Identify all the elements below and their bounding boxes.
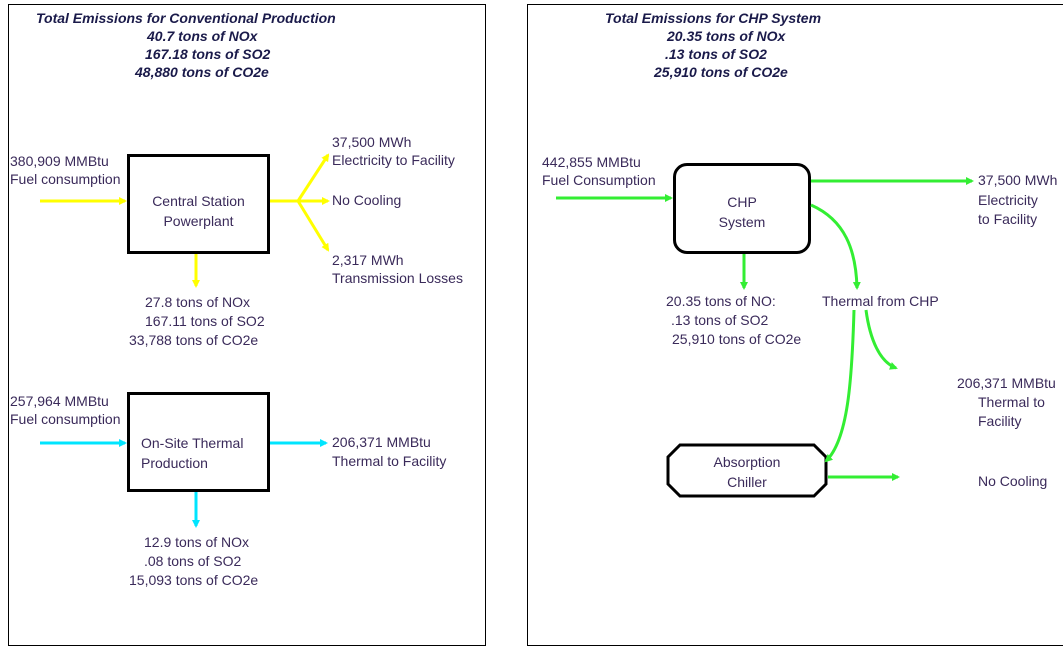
chp-thermal-label: Thermal from CHP [822,293,939,309]
chp-title: Total Emissions for CHP System [605,10,822,26]
chp-nox: 20.35 tons of NO: [666,293,776,309]
onsite-thermal-box [127,392,270,492]
chp-system-box [673,163,811,254]
chiller-line1: Absorption [713,454,781,470]
chp-elec-line3: to Facility [978,211,1038,227]
conventional-total-so2: 167.18 tons of SO2 [145,46,271,62]
chp-elec-amount: 37,500 MWh [978,172,1058,188]
chp-co2: 25,910 tons of CO2e [672,331,802,347]
chp-box-line2: System [718,214,766,230]
chp-total-co2: 25,910 tons of CO2e [654,64,788,80]
central-station-box [127,154,270,254]
conventional-total-nox: 40.7 tons of NOx [147,28,258,44]
chp-thermal-line3: Facility [978,413,1022,429]
central-station-line1: Central Station [152,193,245,209]
power-cooling: No Cooling [332,192,402,208]
chiller-label [666,452,828,492]
onsite-thermal-line2: Production [141,455,208,471]
thermal-out-label: Thermal to Facility [332,453,447,469]
thermal-nox: 12.9 tons of NOx [144,534,250,550]
thermal-so2: .08 tons of SO2 [144,553,242,569]
power-loss-label: Transmission Losses [332,270,463,286]
chp-thermal-line2: Thermal to [978,394,1045,410]
chp-fuel-amount: 442,855 MMBtu [542,154,641,170]
chp-panel [527,4,1063,646]
power-so2: 167.11 tons of SO2 [145,313,265,329]
power-fuel-label: Fuel consumption [10,171,121,187]
thermal-out-amount: 206,371 MMBtu [332,434,431,450]
onsite-thermal-line1: On-Site Thermal [141,435,244,451]
thermal-fuel-amount: 257,964 MMBtu [10,393,109,409]
chp-total-so2: .13 tons of SO2 [665,46,767,62]
power-fuel-amount: 380,909 MMBtu [10,153,109,169]
central-station-line2: Powerplant [163,213,234,229]
power-elec-label: Electricity to Facility [332,152,455,168]
thermal-co2: 15,093 tons of CO2e [129,572,259,588]
power-elec-amount: 37,500 MWh [332,134,412,150]
chp-fuel-label: Fuel Consumption [542,172,656,188]
chiller-line2: Chiller [727,474,767,490]
chp-total-nox: 20.35 tons of NOx [667,28,786,44]
chp-box-line1: CHP [727,194,757,210]
chp-so2: .13 tons of SO2 [671,312,769,328]
chp-elec-line2: Electricity [978,192,1038,208]
power-nox: 27.8 tons of NOx [145,294,251,310]
chp-thermal-amount: 206,371 MMBtu [957,375,1056,391]
power-loss-amount: 2,317 MWh [332,252,404,268]
conventional-total-co2: 48,880 tons of CO2e [135,64,269,80]
chp-cooling: No Cooling [978,473,1048,489]
conventional-title: Total Emissions for Conventional Production [36,10,336,26]
thermal-fuel-label: Fuel consumption [10,411,121,427]
power-co2: 33,788 tons of CO2e [129,332,259,348]
